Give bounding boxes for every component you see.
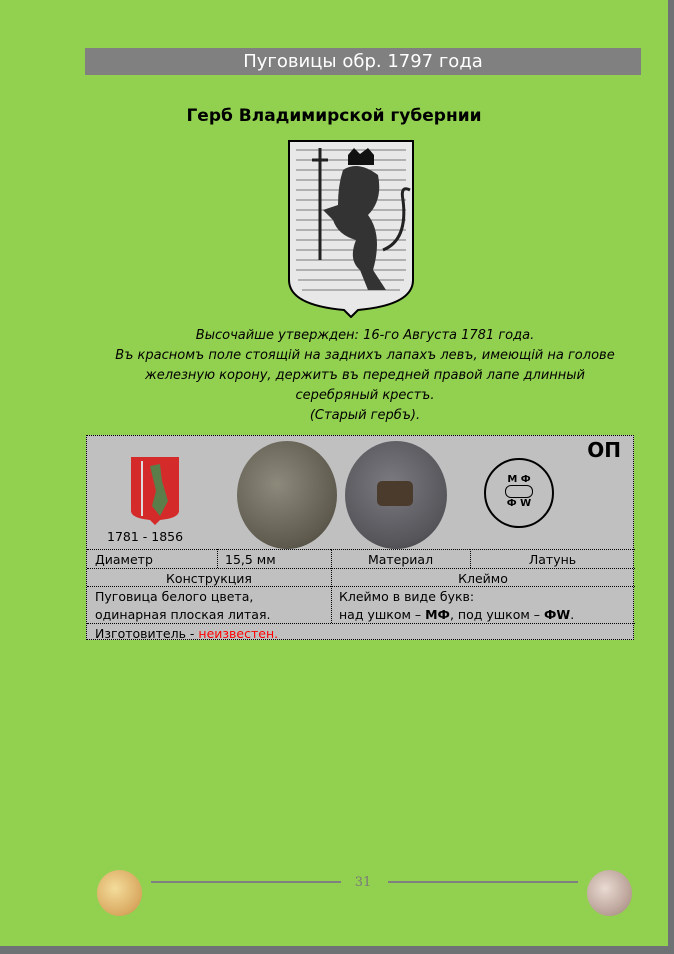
maker-value: неизвестен. <box>198 626 279 641</box>
diameter-value: 15,5 мм <box>217 549 331 570</box>
stamp-part: . <box>570 607 575 622</box>
section-title: Герб Владимирской губернии <box>186 106 482 126</box>
page-number: 31 <box>354 875 372 890</box>
button-reverse-image <box>345 441 447 549</box>
diameter-label: Диаметр <box>87 549 217 570</box>
stamp-above: МФ <box>425 607 450 622</box>
material-value: Латунь <box>470 549 635 570</box>
small-coat-icon <box>130 456 180 526</box>
page-header: Пуговицы обр. 1797 года <box>85 48 641 75</box>
stamp-label: Клеймо <box>331 568 635 589</box>
mark-bottom: Ф W <box>506 498 532 509</box>
maker-label: Изготовитель - <box>95 626 199 641</box>
stamp-part: , под ушком – <box>449 607 544 622</box>
button-obverse-image <box>237 441 337 549</box>
badge-op: ОП <box>587 438 621 462</box>
stamp-line1: Клеймо в виде букв: <box>339 589 475 604</box>
footer-button-right-image <box>587 870 632 916</box>
mark-top: М Ф <box>507 474 531 485</box>
desc-line: (Старый гербъ). <box>309 408 421 423</box>
footer-line <box>151 881 341 883</box>
stamp-text <box>331 586 635 623</box>
desc-line: железную корону, держитъ въ передней правой лапе длинный <box>144 368 586 383</box>
button-card-table <box>86 435 634 640</box>
construction-label: Конструкция <box>87 568 331 589</box>
coat-of-arms-image <box>288 140 414 318</box>
stamp-below: ФW <box>544 607 571 622</box>
coat-description <box>90 326 640 426</box>
maker-row <box>87 623 635 644</box>
footer-line <box>388 881 578 883</box>
footer-button-left-image <box>97 870 142 916</box>
years-label: 1781 - 1856 <box>107 529 184 544</box>
stamp-mark-diagram <box>484 458 554 528</box>
desc-line: Въ красномъ поле стоящій на заднихъ лапахъ левъ, имеющій на голове <box>115 348 615 363</box>
desc-line: Высочайше утвержден: 16-го Августа 1781 года. <box>195 328 535 343</box>
construction-text: Пуговица белого цвета, одинарная плоская литая. <box>87 586 331 623</box>
material-label: Материал <box>331 549 470 570</box>
stamp-part: над ушком – <box>339 607 426 622</box>
desc-line: серебряный крестъ. <box>295 388 435 403</box>
stamp-line2 <box>339 606 627 624</box>
